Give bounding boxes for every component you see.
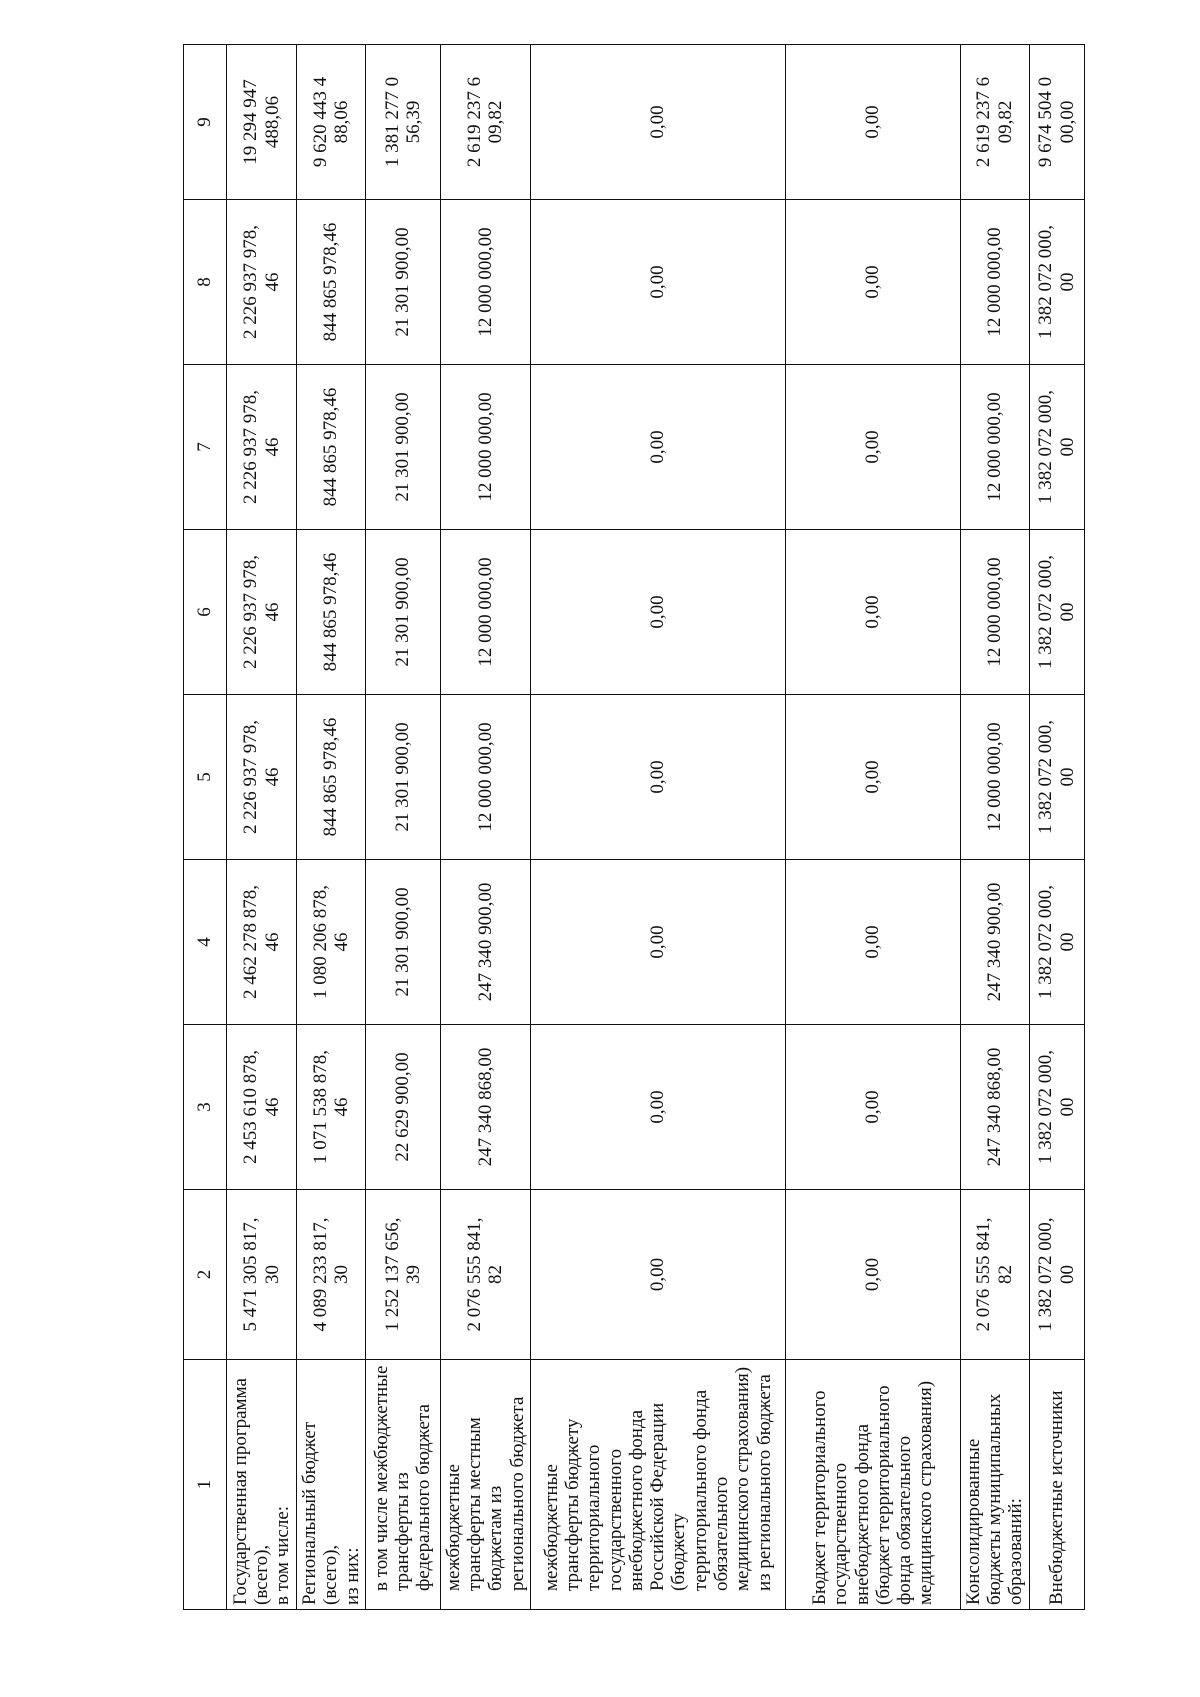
table-cell: 2 076 555 841, 82: [960, 1190, 1029, 1360]
table-cell: 0,00: [785, 695, 960, 860]
table-cell: 12 000 000,00: [440, 200, 530, 365]
table-cell: 1 382 072 000, 00: [1029, 200, 1084, 365]
table-cell: 2 619 237 6 09,82: [960, 45, 1029, 200]
table-row: [440, 45, 530, 1610]
table-cell: 1 080 206 878, 46: [297, 860, 366, 1025]
row-label: межбюджетные трансферты местным бюджетам из регионального бюджета: [440, 1360, 530, 1610]
column-header: 5: [184, 695, 227, 860]
table-cell: 247 340 900,00: [960, 860, 1029, 1025]
table-cell: 1 382 072 000, 00: [1029, 695, 1084, 860]
row-label: Консолидированные бюджеты муниципальных образований:: [960, 1360, 1029, 1610]
table-cell: 844 865 978,46: [297, 200, 366, 365]
table-cell: 0,00: [785, 200, 960, 365]
table-cell: 21 301 900,00: [365, 200, 440, 365]
table-cell: 0,00: [530, 1190, 785, 1360]
table-cell: 1 252 137 656, 39: [365, 1190, 440, 1360]
table-cell: 12 000 000,00: [440, 365, 530, 530]
table-cell: 12 000 000,00: [960, 365, 1029, 530]
table-cell: 21 301 900,00: [365, 365, 440, 530]
column-header: 3: [184, 1025, 227, 1190]
table-cell: 0,00: [530, 45, 785, 200]
table-cell: 2 462 278 878, 46: [227, 860, 297, 1025]
table-row: [1029, 45, 1084, 1610]
table-cell: 12 000 000,00: [960, 530, 1029, 695]
column-header: 2: [184, 1190, 227, 1360]
table-cell: 12 000 000,00: [440, 695, 530, 860]
table-cell: 247 340 900,00: [440, 860, 530, 1025]
table-cell: 22 629 900,00: [365, 1025, 440, 1190]
table-cell: 0,00: [785, 1025, 960, 1190]
budget-table: [183, 44, 1085, 1610]
table-cell: 1 382 072 000, 00: [1029, 1190, 1084, 1360]
table-cell: 2 226 937 978, 46: [227, 200, 297, 365]
rotated-table-wrapper: [183, 45, 1078, 1610]
table-cell: 0,00: [530, 200, 785, 365]
row-label: Бюджет территориального государственного внебюджетного фонда (бюджет территориального фонда обязательного медицинского страхования): [785, 1360, 960, 1610]
column-header: 4: [184, 860, 227, 1025]
row-label: межбюджетные трансферты бюджету территориального государственного внебюджетного фонда Российской Федерации (бюджету территориального фонда обязательного медицинского страхования) из регионального бюджета: [530, 1360, 785, 1610]
table-cell: 1 382 072 000, 00: [1029, 860, 1084, 1025]
table-cell: 2 226 937 978, 46: [227, 695, 297, 860]
row-label: в том числе межбюджетные трансферты из федерального бюджета: [365, 1360, 440, 1610]
table-row: [227, 45, 297, 1610]
header-row: [184, 45, 227, 1610]
row-label: Государственная программа (всего), в том числе:: [227, 1360, 297, 1610]
table-cell: 2 226 937 978, 46: [227, 530, 297, 695]
table-cell: 9 674 504 0 00,00: [1029, 45, 1084, 200]
table-cell: 2 619 237 6 09,82: [440, 45, 530, 200]
table-cell: 0,00: [530, 860, 785, 1025]
table-cell: 0,00: [530, 695, 785, 860]
table-cell: 1 382 072 000, 00: [1029, 1025, 1084, 1190]
table-cell: 12 000 000,00: [960, 695, 1029, 860]
table-row: [960, 45, 1029, 1610]
table-cell: 247 340 868,00: [440, 1025, 530, 1190]
table-cell: 12 000 000,00: [960, 200, 1029, 365]
table-cell: 12 000 000,00: [440, 530, 530, 695]
table-cell: 2 076 555 841, 82: [440, 1190, 530, 1360]
table-cell: 21 301 900,00: [365, 695, 440, 860]
table-cell: 21 301 900,00: [365, 860, 440, 1025]
table-cell: 0,00: [785, 45, 960, 200]
table-cell: 0,00: [530, 1025, 785, 1190]
table-cell: 1 382 072 000, 00: [1029, 365, 1084, 530]
column-header: 9: [184, 45, 227, 200]
table-cell: 0,00: [785, 1190, 960, 1360]
row-label: Внебюджетные источники: [1029, 1360, 1084, 1610]
table-cell: 0,00: [785, 860, 960, 1025]
table-cell: 19 294 947 488,06: [227, 45, 297, 200]
table-row: [530, 45, 785, 1610]
table-row: [297, 45, 366, 1610]
table-cell: 0,00: [530, 365, 785, 530]
table-cell: 1 381 277 0 56,39: [365, 45, 440, 200]
column-header: 1: [184, 1360, 227, 1610]
table-cell: 0,00: [785, 365, 960, 530]
table-cell: 9 620 443 4 88,06: [297, 45, 366, 200]
table-cell: 0,00: [530, 530, 785, 695]
table-row: [365, 45, 440, 1610]
table-cell: 2 453 610 878, 46: [227, 1025, 297, 1190]
table-cell: 247 340 868,00: [960, 1025, 1029, 1190]
row-label: Региональный бюджет (всего), из них:: [297, 1360, 366, 1610]
column-header: 7: [184, 365, 227, 530]
table-cell: 21 301 900,00: [365, 530, 440, 695]
table-cell: 4 089 233 817, 30: [297, 1190, 366, 1360]
table-cell: 1 071 538 878, 46: [297, 1025, 366, 1190]
table-cell: 844 865 978,46: [297, 530, 366, 695]
column-header: 6: [184, 530, 227, 695]
table-cell: 5 471 305 817, 30: [227, 1190, 297, 1360]
column-header: 8: [184, 200, 227, 365]
table-row: [785, 45, 960, 1610]
table-cell: 0,00: [785, 530, 960, 695]
table-cell: 2 226 937 978, 46: [227, 365, 297, 530]
table-cell: 1 382 072 000, 00: [1029, 530, 1084, 695]
table-cell: 844 865 978,46: [297, 695, 366, 860]
table-cell: 844 865 978,46: [297, 365, 366, 530]
